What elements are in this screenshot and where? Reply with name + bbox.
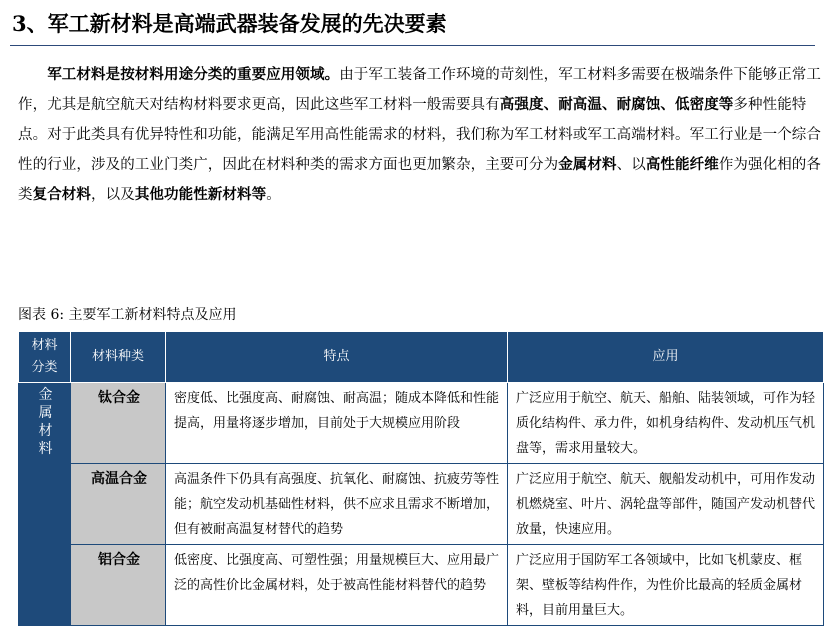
- type-cell: 钛合金: [71, 383, 166, 464]
- table-row: [19, 383, 824, 464]
- table-row: [19, 464, 824, 545]
- header-type: 材料种类: [71, 332, 166, 383]
- table-row: [19, 545, 824, 626]
- paragraph-text: 作为强化相的各类: [18, 157, 822, 203]
- section-heading: 3、军工新材料是高端武器装备发展的先决要素: [12, 11, 447, 36]
- features-cell: 低密度、比强度高、可塑性强；用量规模巨大、应用最广泛的高性价比金属材料，处于被高性能材料替代的趋势: [166, 545, 508, 626]
- features-cell: 高温条件下仍具有高强度、抗氧化、耐腐蚀、抗疲劳等性能；航空发动机基础性材料，供不应求且需求不断增加，但有被耐高温复材替代的趋势: [166, 464, 508, 545]
- header-features: 特点: [166, 332, 508, 383]
- emphasis-composite: 复合材料: [32, 186, 92, 203]
- header-applications: 应用: [508, 332, 824, 383]
- materials-table: [18, 331, 824, 626]
- emphasis-metal: 金属材料: [558, 156, 617, 173]
- header-category: 材料分类: [19, 332, 71, 383]
- table-header-row: [19, 332, 824, 383]
- emphasis-fiber: 高性能纤维: [645, 156, 719, 173]
- features-cell: 密度低、比强度高、耐腐蚀、耐高温；随成本降低和性能提高，用量将逐步增加，目前处于大规模应用阶段: [166, 383, 508, 464]
- category-label: 金属材料: [38, 387, 53, 457]
- emphasis-other: 其他功能性新材料等: [134, 186, 267, 203]
- emphasis-properties: 高强度、耐高温、耐腐蚀、低密度等: [499, 96, 734, 113]
- lead-sentence: 军工材料是按材料用途分类的重要应用领域。: [47, 66, 340, 83]
- paragraph-text: ，以及: [91, 187, 135, 203]
- paragraph-text: 、以: [616, 157, 646, 173]
- paragraph-text: 多种性能特点。对于此类具有优异特性和功能，能满足军用高性能需求的材料，我们称为军工材料或军工高端材料。军工行业是一个综合性的行业，涉及的工业门类广，因此在材料种类的需求方面也更加繁杂，主要可分为: [18, 97, 821, 173]
- category-cell: [19, 383, 71, 626]
- type-cell: 铝合金: [71, 545, 166, 626]
- type-cell: 高温合金: [71, 464, 166, 545]
- applications-cell: 广泛应用于航空、航天、船舶、陆装领域，可作为轻质化结构件、承力件，如机身结构件、发动机压气机盘等，需求用量较大。: [508, 383, 824, 464]
- applications-cell: 广泛应用于航空、航天、舰船发动机中，可用作发动机燃烧室、叶片、涡轮盘等部件，随国产发动机替代放量，快速应用。: [508, 464, 824, 545]
- body-paragraph: [18, 60, 823, 210]
- applications-cell: 广泛应用于国防军工各领域中，比如飞机蒙皮、框架、壁板等结构件作，为性价比最高的轻质金属材料，目前用量巨大。: [508, 545, 824, 626]
- figure-caption: 图表 6: 主要军工新材料特点及应用: [18, 307, 237, 323]
- paragraph-text: 。: [266, 187, 281, 203]
- heading-divider: [10, 45, 815, 46]
- paragraph-text: 由于军工装备工作环境的苛刻性，军工材料多需要在极端条件下能够正常工作，尤其是航空航天对结构材料要求更高，因此这些军工材料一般需要具有: [18, 67, 821, 113]
